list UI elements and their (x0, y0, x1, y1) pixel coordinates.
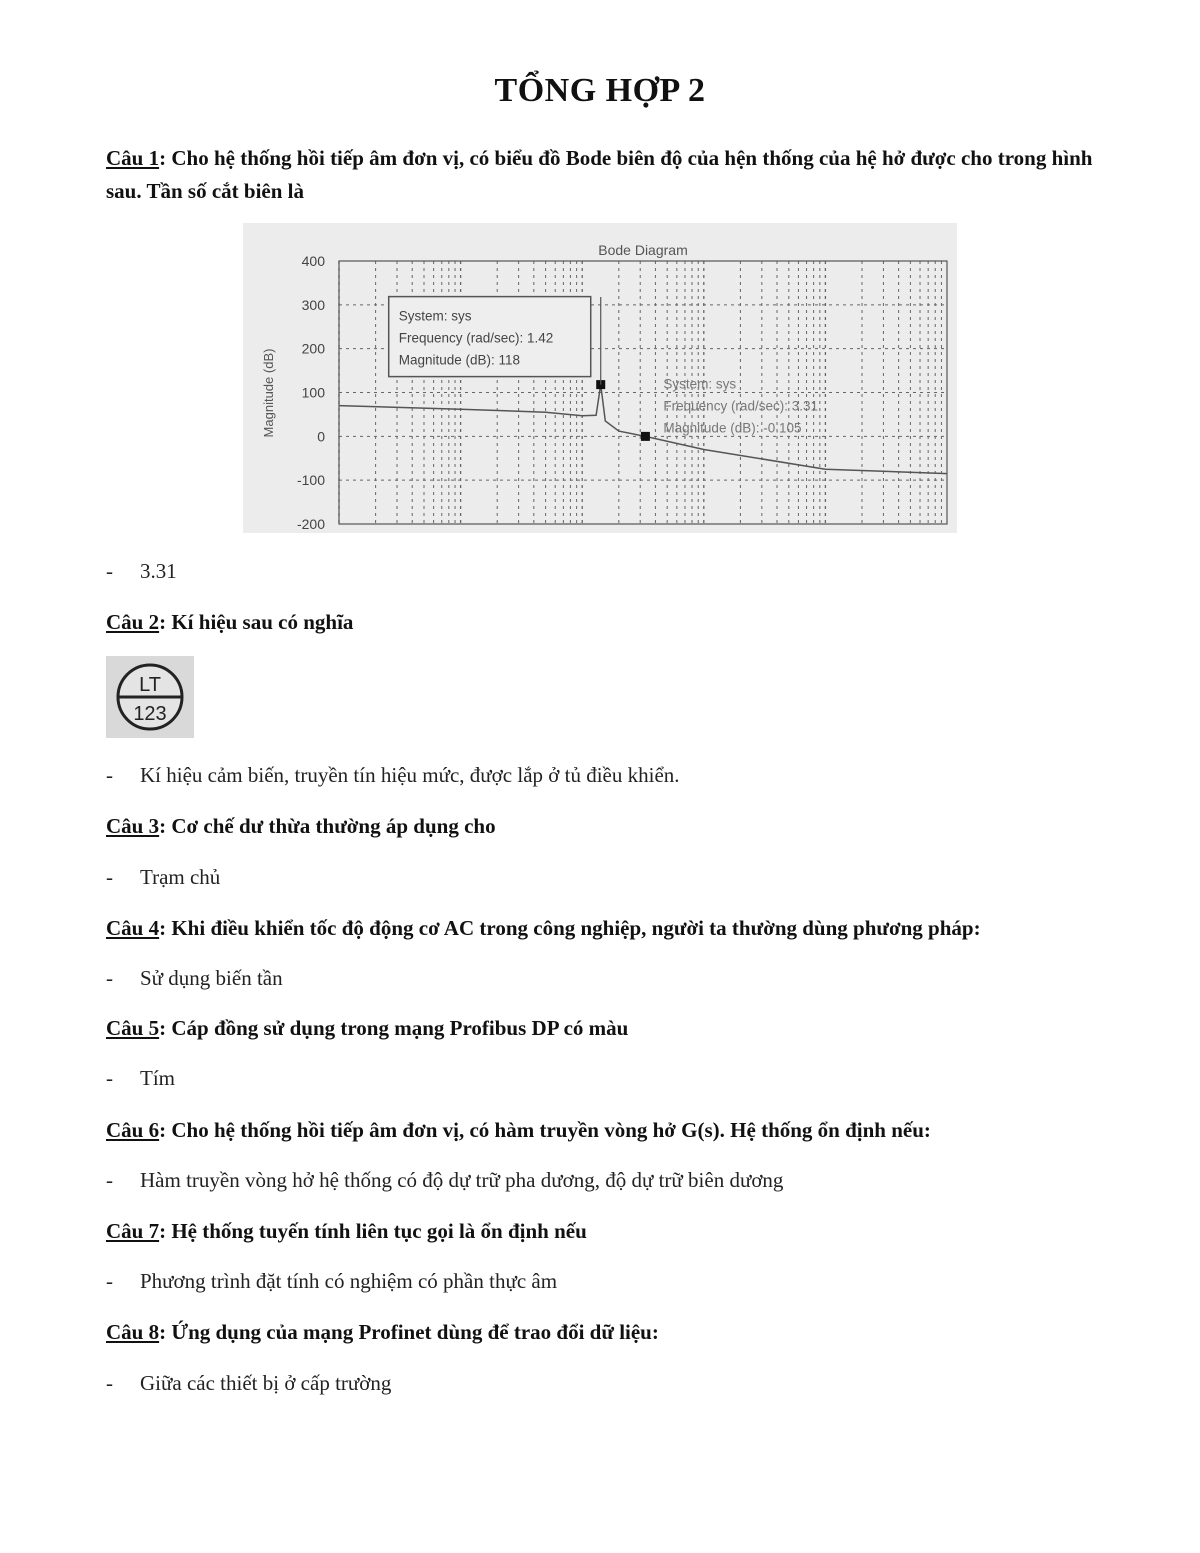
answer-3 (106, 862, 1130, 892)
question-label: Câu 2 (106, 610, 160, 634)
question-text: : Cáp đồng sử dụng trong mạng Profibus DP có màu (159, 1016, 629, 1040)
data-tip-text: Frequency (rad/sec): 3.31 (663, 398, 818, 414)
bullet-dash: - (106, 559, 113, 583)
answer-text: Kí hiệu cảm biến, truyền tín hiệu mức, được lắp ở tủ điều khiển. (140, 763, 680, 787)
question-4 (106, 912, 1130, 945)
question-text: : Hệ thống tuyến tính liên tục gọi là ổn định nếu (159, 1219, 587, 1243)
bullet-dash: - (106, 763, 113, 787)
y-tick-label: -100 (296, 472, 325, 489)
answer-6 (106, 1165, 1130, 1195)
bullet-dash: - (106, 1371, 113, 1395)
lt-instrument-symbol (106, 656, 194, 738)
symbol-top-text: LT (139, 674, 161, 696)
answer-text: Sử dụng biến tần (140, 966, 283, 990)
symbol-bottom-text: 123 (133, 703, 167, 725)
question-2 (106, 606, 1130, 639)
y-tick-label: 300 (301, 296, 325, 313)
data-tip-text: Frequency (rad/sec): 1.42 (398, 330, 554, 346)
question-label: Câu 6 (106, 1118, 160, 1142)
question-label: Câu 8 (106, 1320, 160, 1344)
answer-text: Phương trình đặt tính có nghiệm có phần thực âm (140, 1269, 558, 1293)
answer-text: Hàm truyền vòng hở hệ thống có độ dự trữ pha dương, độ dự trữ biên dương (140, 1168, 784, 1192)
question-label: Câu 3 (106, 814, 160, 838)
question-7 (106, 1215, 1130, 1248)
question-8 (106, 1316, 1130, 1349)
data-tip-marker (641, 432, 650, 441)
question-label: Câu 1 (106, 146, 160, 170)
answer-text: 3.31 (140, 559, 177, 583)
bode-diagram-chart (243, 223, 957, 533)
answer-text: Giữa các thiết bị ở cấp trường (140, 1371, 392, 1395)
bullet-dash: - (106, 1168, 113, 1192)
bullet-dash: - (106, 1066, 113, 1090)
answer-5 (106, 1063, 1130, 1093)
y-tick-label: 200 (301, 340, 325, 357)
question-6 (106, 1114, 1130, 1147)
y-axis-label: Magnitude (dB) (261, 348, 276, 438)
question-text: : Khi điều khiển tốc độ động cơ AC trong công nghiệp, người ta thường dùng phương pháp: (159, 916, 981, 940)
question-3 (106, 810, 1130, 843)
data-tip-text: Magnitude (dB): -0.105 (663, 420, 802, 436)
question-text: : Cho hệ thống hồi tiếp âm đơn vị, có biểu đồ Bode biên độ của hện thống của hệ hở được cho trong hình sau. Tần số cắt biên là (106, 146, 1093, 203)
answer-8 (106, 1368, 1130, 1398)
answer-1 (106, 556, 1130, 586)
data-tip-text: Magnitude (dB): 118 (398, 352, 521, 368)
y-tick-label: 100 (301, 384, 325, 401)
page-title: TỔNG HỢP 2 (494, 72, 706, 109)
question-1 (106, 142, 1130, 208)
data-tip-text: System: sys (398, 308, 472, 324)
data-tip-text: System: sys (663, 376, 737, 392)
question-label: Câu 5 (106, 1016, 160, 1040)
chart-title: Bode Diagram (598, 242, 688, 258)
question-text: : Kí hiệu sau có nghĩa (159, 610, 354, 634)
question-label: Câu 4 (106, 916, 160, 940)
answer-4 (106, 963, 1130, 993)
y-tick-label: -200 (296, 516, 325, 532)
question-text: : Cho hệ thống hồi tiếp âm đơn vị, có hàm truyền vòng hở G(s). Hệ thống ổn định nếu: (159, 1118, 931, 1142)
bullet-dash: - (106, 865, 113, 889)
answer-2 (106, 760, 1130, 790)
y-tick-label: 400 (301, 253, 325, 269)
question-text: : Cơ chế dư thừa thường áp dụng cho (159, 814, 496, 838)
question-text: : Ứng dụng của mạng Profinet dùng để trao đổi dữ liệu: (159, 1320, 659, 1344)
answer-text: Trạm chủ (140, 865, 221, 889)
question-5 (106, 1012, 1130, 1045)
y-tick-label: 0 (317, 428, 325, 445)
question-label: Câu 7 (106, 1219, 160, 1243)
magnitude-series-line (339, 385, 947, 474)
answer-text: Tím (140, 1066, 175, 1090)
bullet-dash: - (106, 1269, 113, 1293)
answer-7 (106, 1266, 1130, 1296)
bullet-dash: - (106, 966, 113, 990)
